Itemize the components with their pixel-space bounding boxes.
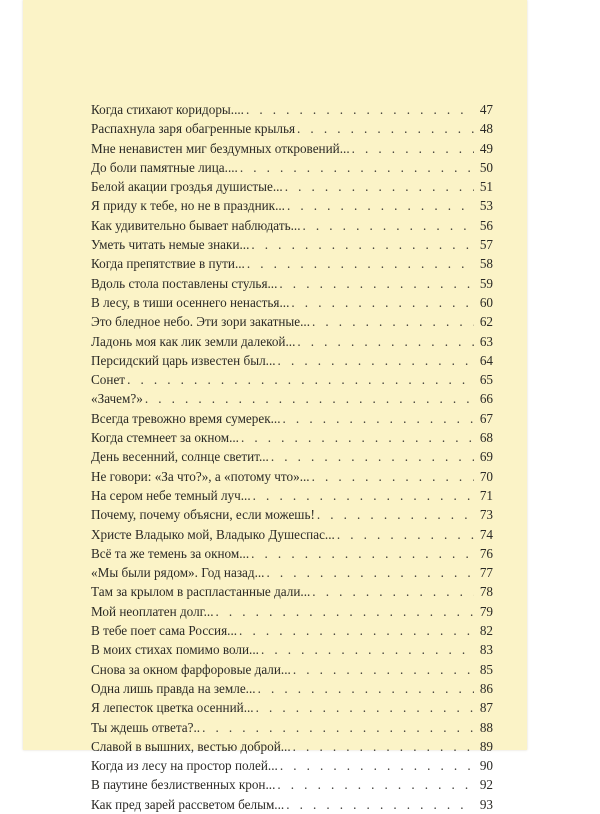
- toc-entry: [91, 563, 493, 582]
- toc-dot-leader: [266, 563, 474, 582]
- toc-entry: [91, 100, 493, 119]
- toc-dot-leader: [251, 235, 474, 254]
- toc-entry: [91, 621, 493, 640]
- toc-entry-title: Мне ненавистен миг бездумных откровений...: [91, 140, 350, 156]
- toc-dot-leader: [251, 544, 474, 563]
- toc-entry: [91, 737, 493, 756]
- toc-entry: [91, 158, 493, 177]
- toc-dot-leader: [293, 737, 474, 756]
- toc-entry-page-number: 62: [479, 314, 493, 330]
- toc-dot-leader: [286, 795, 474, 814]
- toc-entry-title: Там за крылом в распластанные дали...: [91, 584, 311, 600]
- toc-entry: [91, 582, 493, 601]
- toc-entry-title: До боли памятные лица....: [91, 159, 238, 175]
- toc-dot-leader: [279, 274, 474, 293]
- table-of-contents: [91, 100, 493, 814]
- toc-entry-page-number: 89: [479, 738, 493, 754]
- toc-dot-leader: [258, 679, 474, 698]
- toc-entry: [91, 505, 493, 524]
- toc-entry: [91, 467, 493, 486]
- toc-entry-page-number: 65: [479, 372, 493, 388]
- toc-entry: [91, 718, 493, 737]
- toc-entry: [91, 447, 493, 466]
- toc-dot-leader: [127, 370, 474, 389]
- toc-entry-page-number: 56: [479, 217, 493, 233]
- toc-entry-title: Это бледное небо. Эти зори закатные...: [91, 314, 311, 330]
- toc-entry-page-number: 47: [479, 102, 493, 117]
- toc-dot-leader: [293, 660, 474, 679]
- toc-dot-leader: [253, 486, 474, 505]
- toc-entry-page-number: 77: [479, 565, 493, 581]
- toc-dot-leader: [291, 293, 474, 312]
- toc-entry-page-number: 67: [479, 410, 493, 426]
- toc-entry-title: Уметь читать немые знаки...: [91, 237, 250, 253]
- toc-entry-page-number: 82: [479, 623, 493, 639]
- toc-entry: [91, 795, 493, 814]
- toc-entry: [91, 409, 493, 428]
- toc-entry: [91, 544, 493, 563]
- toc-dot-leader: [352, 139, 474, 158]
- toc-entry-title: «Зачем?»: [91, 391, 143, 407]
- toc-entry-title: В тебе поет сама Россия...: [91, 623, 238, 639]
- toc-entry-title: В лесу, в тиши осеннего ненастья...: [91, 294, 290, 310]
- toc-entry-page-number: 79: [479, 603, 493, 619]
- toc-entry-title: Почему, почему объясни, если можешь!: [91, 507, 315, 523]
- toc-dot-leader: [312, 312, 474, 331]
- toc-entry-title: Одна лишь правда на земле...: [91, 680, 256, 696]
- toc-entry-title: «Мы были рядом». Год назад...: [91, 565, 265, 581]
- toc-entry: [91, 756, 493, 775]
- toc-entry-page-number: 64: [479, 352, 493, 368]
- toc-entry: [91, 235, 493, 254]
- toc-entry: [91, 177, 493, 196]
- toc-dot-leader: [312, 467, 474, 486]
- toc-entry-title: Персидский царь известен был...: [91, 352, 276, 368]
- toc-entry-page-number: 69: [479, 449, 493, 465]
- toc-entry-page-number: 76: [479, 545, 493, 561]
- toc-dot-leader: [337, 525, 474, 544]
- toc-entry-title: Снова за окном фарфоровые дали...: [91, 661, 291, 677]
- toc-entry-page-number: 74: [479, 526, 493, 542]
- toc-entry: [91, 640, 493, 659]
- toc-dot-leader: [303, 216, 475, 235]
- toc-entry-page-number: 51: [479, 179, 493, 195]
- toc-dot-leader: [240, 158, 474, 177]
- toc-entry-page-number: 57: [479, 237, 493, 253]
- toc-entry-title: Ладонь моя как лик земли далекой...: [91, 333, 296, 349]
- toc-dot-leader: [280, 756, 474, 775]
- toc-entry-page-number: 53: [479, 198, 493, 214]
- toc-entry: [91, 139, 493, 158]
- toc-entry-title: Мой неоплатен долг...: [91, 603, 214, 619]
- toc-entry: [91, 486, 493, 505]
- toc-entry-page-number: 92: [479, 777, 493, 793]
- toc-entry-title: Христе Владыко мой, Владыко Душеспас...: [91, 526, 335, 542]
- toc-dot-leader: [287, 196, 474, 215]
- toc-dot-leader: [145, 389, 474, 408]
- toc-entry-title: Когда препятствие в пути...: [91, 256, 245, 272]
- toc-dot-leader: [285, 177, 474, 196]
- toc-entry: [91, 428, 493, 447]
- toc-dot-leader: [277, 775, 474, 794]
- toc-dot-leader: [312, 582, 474, 601]
- toc-entry: [91, 274, 493, 293]
- toc-entry-page-number: 58: [479, 256, 493, 272]
- toc-entry-page-number: 63: [479, 333, 493, 349]
- toc-dot-leader: [247, 254, 474, 273]
- toc-entry-page-number: 60: [479, 294, 493, 310]
- toc-entry-title: Ты ждешь ответа?..: [91, 719, 201, 735]
- toc-dot-leader: [239, 621, 474, 640]
- toc-entry-page-number: 93: [479, 796, 493, 812]
- toc-entry-title: Славой в вышних, вестью доброй...: [91, 738, 291, 754]
- toc-entry-title: Белой акации гроздья душистые...: [91, 179, 283, 195]
- toc-entry: [91, 216, 493, 235]
- toc-entry-title: Сонет: [91, 372, 126, 388]
- toc-entry-page-number: 59: [479, 275, 493, 291]
- toc-dot-leader: [261, 640, 474, 659]
- toc-dot-leader: [297, 119, 474, 138]
- toc-entry-page-number: 86: [479, 680, 493, 696]
- toc-entry: [91, 119, 493, 138]
- toc-entry-title: Я приду к тебе, но не в праздник...: [91, 198, 285, 214]
- toc-entry: [91, 332, 493, 351]
- toc-dot-leader: [271, 447, 474, 466]
- toc-entry: [91, 525, 493, 544]
- toc-entry: [91, 679, 493, 698]
- toc-entry: [91, 698, 493, 717]
- toc-entry-page-number: 49: [479, 140, 493, 156]
- toc-dot-leader: [283, 409, 474, 428]
- toc-entry-page-number: 68: [479, 430, 493, 446]
- toc-entry-title: День весенний, солнце светит...: [91, 449, 269, 465]
- toc-entry-title: Как удивительно бывает наблюдать...: [91, 217, 301, 233]
- toc-entry-title: Когда стемнеет за окном...: [91, 430, 239, 446]
- toc-entry-page-number: 83: [479, 642, 493, 658]
- toc-entry-title: В паутине безлиственных крон...: [91, 777, 276, 793]
- toc-entry-page-number: 88: [479, 719, 493, 735]
- toc-dot-leader: [256, 698, 474, 717]
- toc-entry: [91, 370, 493, 389]
- toc-entry: [91, 389, 493, 408]
- toc-entry-title: Всегда тревожно время сумерек...: [91, 410, 281, 426]
- toc-entry-title: Когда из лесу на простор полей...: [91, 758, 278, 774]
- toc-entry: [91, 312, 493, 331]
- toc-entry: [91, 660, 493, 679]
- toc-dot-leader: [317, 505, 474, 524]
- toc-entry-title: В моих стихах помимо воли...: [91, 642, 259, 658]
- toc-entry: [91, 351, 493, 370]
- toc-entry-page-number: 85: [479, 661, 493, 677]
- toc-entry: [91, 775, 493, 794]
- toc-dot-leader: [241, 428, 474, 447]
- toc-entry-title: Не говори: «За что?», а «потому что»...: [91, 468, 310, 484]
- toc-entry-page-number: 70: [479, 468, 493, 484]
- toc-entry: [91, 254, 493, 273]
- toc-entry-page-number: 71: [479, 487, 493, 503]
- toc-entry-page-number: 48: [479, 121, 493, 137]
- toc-dot-leader: [297, 332, 474, 351]
- toc-entry-title: Как пред зарей рассветом белым...: [91, 796, 285, 812]
- toc-dot-leader: [278, 351, 474, 370]
- book-page: [23, 0, 527, 812]
- toc-entry-page-number: 90: [479, 758, 493, 774]
- toc-entry: [91, 293, 493, 312]
- toc-entry-title: Распахнула заря обагренные крылья: [91, 121, 296, 137]
- toc-dot-leader: [202, 718, 474, 737]
- toc-entry: [91, 602, 493, 621]
- toc-entry-title: Всё та же темень за окном...: [91, 545, 250, 561]
- toc-entry-title: Вдоль стола поставлены стулья...: [91, 275, 278, 291]
- toc-entry-title: Я лепесток цветка осенний...: [91, 700, 254, 716]
- toc-entry-page-number: 73: [479, 507, 493, 523]
- toc-entry-page-number: 50: [479, 159, 493, 175]
- toc-entry-page-number: 78: [479, 584, 493, 600]
- toc-entry-title: Когда стихают коридоры....: [91, 102, 244, 117]
- toc-entry: [91, 196, 493, 215]
- toc-dot-leader: [216, 602, 475, 621]
- toc-entry-title: На сером небе темный луч...: [91, 487, 251, 503]
- toc-entry-page-number: 87: [479, 700, 493, 716]
- toc-entry-page-number: 66: [479, 391, 493, 407]
- toc-dot-leader: [246, 100, 474, 119]
